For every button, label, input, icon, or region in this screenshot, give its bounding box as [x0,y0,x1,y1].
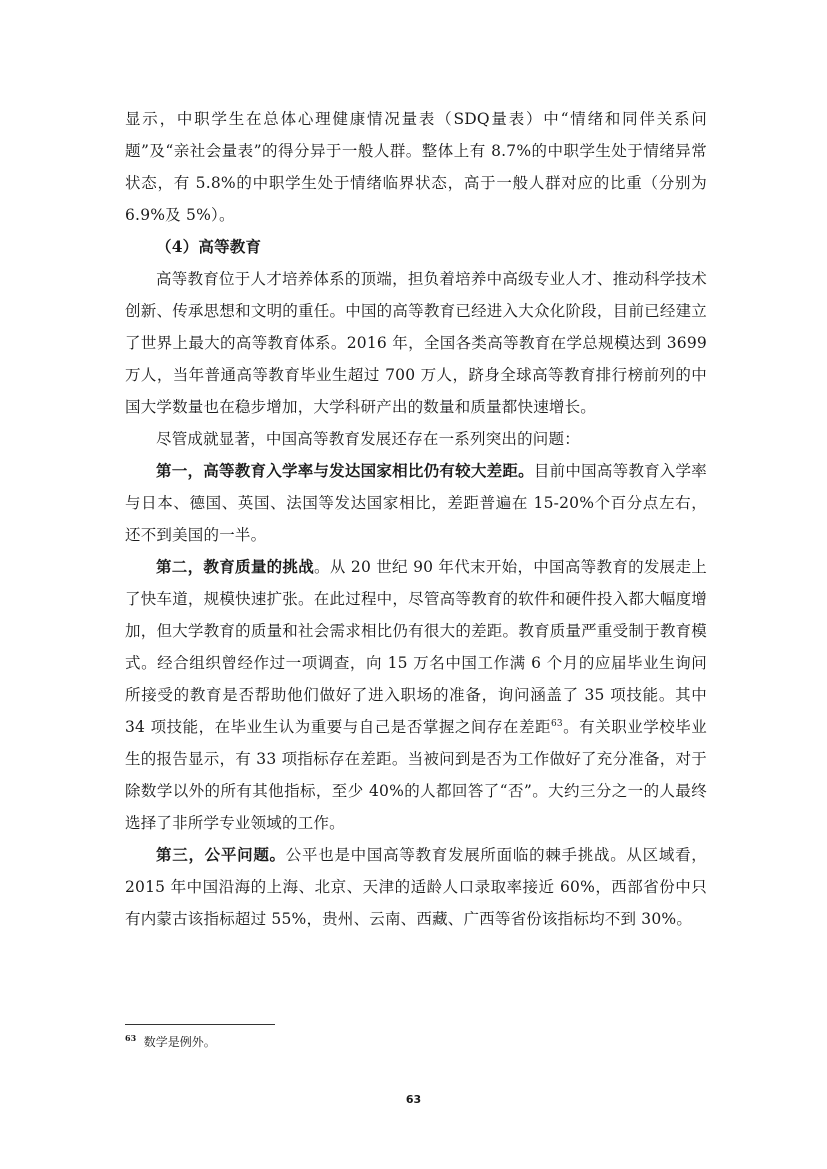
text-quality-challenge: 。从 20 世纪 90 年代末开始，中国高等教育的发展走上了快车道，规模快速扩张。在此过程中，尽管高等教育的软件和硬件投入都大幅度增加，但大学教育的质量和社会需求相比仍有很大的差距。教育质量严重受制于教育模式。经合组织曾经作过一项调查，向 15 万名中国工作满 6 个月的应届毕业生询问所接受的教育是否帮助他们做好了进入职场的准备，询问涵盖了 35 项技能。其中 34 项技能，在毕业生认为重要与自己是否掌握之间存在差距 [125,558,707,736]
footnote-divider [125,1024,275,1025]
paragraph-equity-problem [125,839,707,935]
lead-equity-problem: 第三，公平问题。 [156,845,286,864]
lead-quality-challenge: 第二，教育质量的挑战 [156,557,315,576]
paragraph-sdq-results: 显示，中职学生在总体心理健康情况量表（SDQ量表）中“情绪和同伴关系问题”及“亲社会量表”的得分异于一般人群。整体上有 8.7%的中职学生处于情绪异常状态，有 5.8%的中职学生处于情绪临界状态，高于一般人群对应的比重（分别为 6.9%及 5%）。 [125,110,707,224]
footnote-number: 63 [125,1033,137,1043]
text-equity-problem: 公平也是中国高等教育发展所面临的棘手挑战。从区域看，2015 年中国沿海的上海、北京、天津的适龄人口录取率接近 60%，西部省份中只有内蒙古该指标超过 55%，贵州、云南、西藏、广西等省份该指标均不到 30%。 [125,846,708,928]
body-text [125,103,707,935]
paragraph-quality-challenge [125,551,707,839]
page-number: 63 [405,1093,422,1106]
paragraph-problems-intro: 尽管成就显著，中国高等教育发展还存在一系列突出的问题： [156,430,580,448]
footnote-reference[interactable]: 63 [550,718,563,729]
section-heading-higher-education: （4）高等教育 [156,237,262,256]
footnote-text: 数学是例外。 [143,1035,216,1049]
footnote [125,1034,216,1050]
lead-enrollment-gap: 第一，高等教育入学率与发达国家相比仍有较大差距。 [156,461,534,480]
text-quality-challenge-tail: 。有关职业学校毕业生的报告显示，有 33 项指标存在差距。当被问到是否为工作做好了充分准备，对于除数学以外的所有其他指标，至少 40%的人都回答了“否”。大约三分之一的人最终选择了非所学专业领域的工作。 [125,718,707,832]
paragraph-higher-education-intro: 高等教育位于人才培养体系的顶端，担负着培养中高级专业人才、推动科学技术创新、传承思想和文明的重任。中国的高等教育已经进入大众化阶段，目前已经建立了世界上最大的高等教育体系。2016 年，全国各类高等教育在学总规模达到 3699 万人，当年普通高等教育毕业生超过 700 万人，跻身全球高等教育排行榜前列的中国大学数量也在稳步增加，大学科研产出的数量和质量都快速增长。 [125,270,707,416]
paragraph-enrollment-gap [125,455,707,551]
text-enrollment-gap: 目前中国高等教育入学率与日本、德国、英国、法国等发达国家相比，差距普遍在 15-20%个百分点左右，还不到美国的一半。 [125,462,707,544]
